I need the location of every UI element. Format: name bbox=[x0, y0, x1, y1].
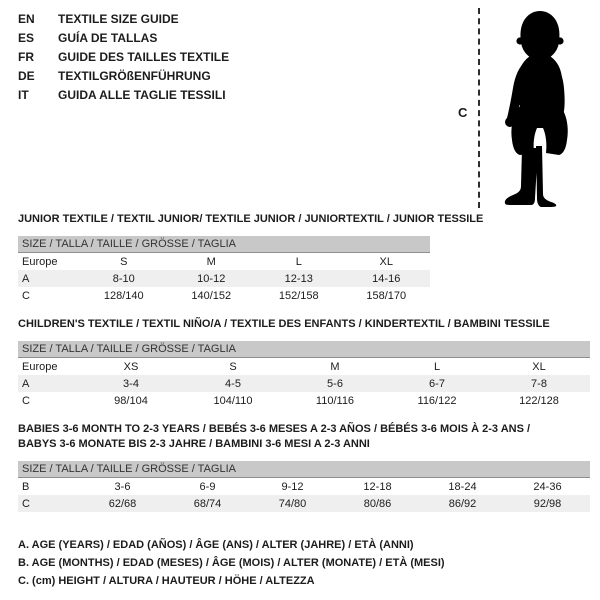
row-label-cell: A bbox=[22, 272, 30, 285]
legend-row bbox=[18, 86, 229, 105]
legend-row bbox=[18, 29, 229, 48]
value-cell: 14-16 bbox=[372, 272, 401, 285]
value-cell: 62/68 bbox=[108, 497, 137, 510]
section-title-line: CHILDREN'S TEXTILE / TEXTIL NIÑO/A / TEXTILE DES ENFANTS / KINDERTEXTIL / BAMBINI TESSILE bbox=[18, 318, 550, 330]
value-cell: 3-6 bbox=[114, 480, 131, 493]
row-label-cell: C bbox=[22, 497, 30, 510]
table-row bbox=[18, 478, 590, 495]
section-childrens-textile bbox=[18, 317, 590, 409]
language-code: FR bbox=[18, 50, 34, 64]
value-cell: 8-10 bbox=[112, 272, 135, 285]
table-row bbox=[18, 287, 430, 304]
section-title bbox=[18, 212, 590, 227]
footnote: A. AGE (YEARS) / EDAD (AÑOS) / ÂGE (ANS) / ALTER (JAHRE) / ETÀ (ANNI) bbox=[18, 539, 414, 551]
value-cell: 152/158 bbox=[278, 289, 319, 302]
size-table bbox=[18, 358, 590, 409]
table-row bbox=[18, 270, 430, 287]
table-row bbox=[18, 375, 590, 392]
row-label-cell: A bbox=[22, 377, 30, 390]
footnotes bbox=[18, 536, 590, 590]
table-row bbox=[18, 358, 590, 375]
value-cell: 9-12 bbox=[281, 480, 304, 493]
language-title: GUÍA DE TALLAS bbox=[58, 31, 158, 45]
value-cell: 98/104 bbox=[114, 394, 148, 407]
table-row bbox=[18, 392, 590, 409]
language-legend bbox=[18, 10, 229, 105]
size-table bbox=[18, 478, 590, 512]
size-header-band: SIZE / TALLA / TAILLE / GRÖSSE / TAGLIA bbox=[18, 236, 430, 253]
section-title bbox=[18, 317, 590, 332]
table-row bbox=[18, 253, 430, 270]
value-cell: 158/170 bbox=[366, 289, 407, 302]
value-cell: 7-8 bbox=[531, 377, 547, 390]
section-title-line: JUNIOR TEXTILE / TEXTIL JUNIOR/ TEXTILE JUNIOR / JUNIORTEXTIL / JUNIOR TESSILE bbox=[18, 213, 484, 225]
section-title-line: BABIES 3-6 MONTH TO 2-3 YEARS / BEBÉS 3-6 MESES A 2-3 AÑOS / BÉBÉS 3-6 MOIS À 2-3 ANS / bbox=[18, 423, 531, 435]
section-babies-textile bbox=[18, 422, 590, 512]
section-title bbox=[18, 422, 590, 452]
value-cell: L bbox=[433, 360, 441, 373]
baby-silhouette-icon bbox=[488, 8, 590, 208]
value-cell: 104/110 bbox=[213, 394, 253, 407]
height-measure-label: C bbox=[458, 105, 468, 120]
value-cell: 110/116 bbox=[315, 394, 355, 407]
value-cell: XL bbox=[379, 255, 393, 268]
size-header-band: SIZE / TALLA / TAILLE / GRÖSSE / TAGLIA bbox=[18, 341, 590, 358]
value-cell: 6-7 bbox=[429, 377, 445, 390]
language-title: GUIDE DES TAILLES TEXTILE bbox=[58, 50, 230, 64]
table-wrap bbox=[18, 461, 590, 512]
value-cell: L bbox=[295, 255, 302, 268]
language-code: IT bbox=[18, 88, 29, 102]
value-cell: S bbox=[229, 360, 237, 373]
value-cell: 128/140 bbox=[103, 289, 144, 302]
legend-row bbox=[18, 10, 229, 29]
height-dashed-line-icon bbox=[478, 8, 480, 208]
legend-row bbox=[18, 67, 229, 86]
value-cell: 3-4 bbox=[123, 377, 139, 390]
footnote: C. (cm) HEIGHT / ALTURA / HAUTEUR / HÖHE / ALTEZZA bbox=[18, 575, 315, 587]
value-cell: 4-5 bbox=[225, 377, 241, 390]
row-label-cell: B bbox=[22, 480, 30, 493]
value-cell: 24-36 bbox=[533, 480, 562, 493]
value-cell: 10-12 bbox=[197, 272, 226, 285]
section-title-line: BABYS 3-6 MONATE BIS 2-3 JAHRE / BAMBINI 3-6 MESI A 2-3 ANNI bbox=[18, 438, 370, 450]
value-cell: XL bbox=[532, 360, 546, 373]
height-figure bbox=[452, 6, 592, 212]
size-table bbox=[18, 253, 430, 304]
language-title: TEXTILE SIZE GUIDE bbox=[58, 12, 179, 26]
row-label-cell: Europe bbox=[22, 360, 58, 373]
row-label-cell: C bbox=[22, 394, 30, 407]
value-cell: S bbox=[120, 255, 128, 268]
size-tables bbox=[18, 212, 590, 525]
value-cell: 68/74 bbox=[193, 497, 222, 510]
language-title: TEXTILGRÖßENFÜHRUNG bbox=[58, 69, 211, 83]
value-cell: 92/98 bbox=[533, 497, 562, 510]
size-header-band: SIZE / TALLA / TAILLE / GRÖSSE / TAGLIA bbox=[18, 461, 590, 478]
value-cell: 74/80 bbox=[278, 497, 307, 510]
value-cell: 86/92 bbox=[448, 497, 477, 510]
row-label-cell: Europe bbox=[22, 255, 58, 268]
language-title: GUIDA ALLE TAGLIE TESSILI bbox=[58, 88, 226, 102]
language-code: EN bbox=[18, 12, 35, 26]
value-cell: M bbox=[330, 360, 340, 373]
table-wrap bbox=[18, 341, 590, 409]
section-junior-textile bbox=[18, 212, 590, 304]
footnote: B. AGE (MONTHS) / EDAD (MESES) / ÂGE (MOIS) / ALTER (MONATE) / ETÀ (MESI) bbox=[18, 557, 445, 569]
value-cell: 116/122 bbox=[417, 394, 457, 407]
value-cell: 12-18 bbox=[363, 480, 392, 493]
table-wrap bbox=[18, 236, 430, 304]
value-cell: 6-9 bbox=[199, 480, 216, 493]
value-cell: 140/152 bbox=[191, 289, 232, 302]
language-code: DE bbox=[18, 69, 35, 83]
legend-row bbox=[18, 48, 229, 67]
value-cell: M bbox=[206, 255, 216, 268]
value-cell: 18-24 bbox=[448, 480, 477, 493]
table-row bbox=[18, 495, 590, 512]
value-cell: 122/128 bbox=[519, 394, 559, 407]
value-cell: 80/86 bbox=[363, 497, 392, 510]
value-cell: 5-6 bbox=[327, 377, 343, 390]
value-cell: XS bbox=[123, 360, 139, 373]
value-cell: 12-13 bbox=[284, 272, 313, 285]
row-label-cell: C bbox=[22, 289, 30, 302]
language-code: ES bbox=[18, 31, 35, 45]
